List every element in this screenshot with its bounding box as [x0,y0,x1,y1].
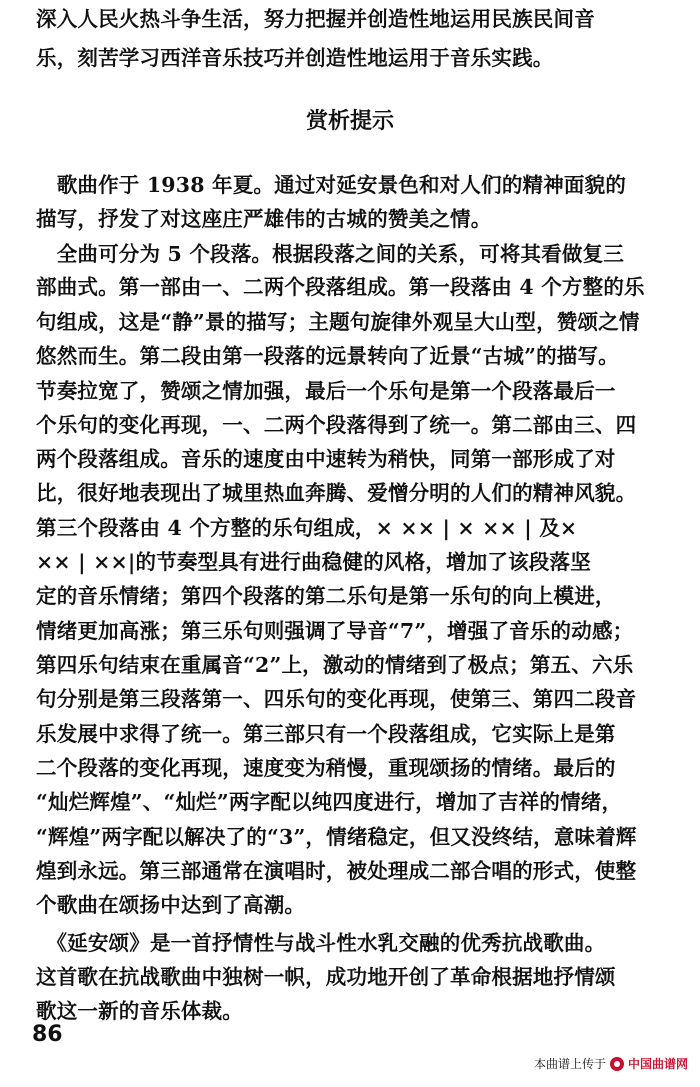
site-logo-icon [610,1057,624,1071]
body-line: 部曲式。第一部由一、二两个段落组成。第一段落由 4 个方整的乐 [36,275,645,299]
body-line: 个歌曲在颂扬中达到了高潮。 [36,893,306,917]
body-line: 个乐句的变化再现，一、二两个段落得到了统一。第二部由三、四 [36,413,637,437]
body-line: 定的音乐情绪；第四个段落的第二乐句是第一乐句的向上模进， [36,584,616,608]
body-line: 煌到永远。第三部通常在演唱时，被处理成二部合唱的形式，使整 [36,859,637,883]
body-line: “灿烂辉煌”、“灿烂”两字配以纯四度进行，增加了吉祥的情绪， [36,790,623,814]
body-line: “辉煌”两字配以解决了的“3”，情绪稳定，但又没终结，意味着辉 [36,825,637,849]
body-line: 节奏拉宽了，赞颂之情加强，最后一个乐句是第一个段落最后一 [36,379,616,403]
body-line: 全曲可分为 5 个段落。根据段落之间的关系，可将其看做复三 [36,242,625,266]
body-line: ×× | ××|的节奏型具有进行曲稳健的风格，增加了该段落坚 [36,550,591,574]
body-line: 句分别是第三段落第一、四乐句的变化再现，使第三、第四二段音 [36,687,637,711]
body-line: 描写，抒发了对这座庄严雄伟的古城的赞美之情。 [36,207,492,231]
body-line: 歌这一新的音乐体裁。 [36,999,243,1023]
body-line: 悠然而生。第二段由第一段落的远景转向了近景“古城”的描写。 [36,344,619,368]
body-line: 歌曲作于 1938 年夏。通过对延安景色和对人们的精神面貌的 [36,173,627,197]
body-line: 这首歌在抗战歌曲中独树一帜，成功地开创了革命根据地抒情颂 [36,965,616,989]
body-line: 《延安颂》是一首抒情性与战斗性水乳交融的优秀抗战歌曲。 [36,931,606,955]
body-line: 比，很好地表现出了城里热血奔腾、爱憎分明的人们的精神风貌。 [36,481,637,505]
top-line-1: 深入人民火热斗争生活，努力把握并创造性地运用民族民间音 [36,7,595,31]
body-line: 二个段落的变化再现，速度变为稍慢，重现颂扬的情绪。最后的 [36,756,616,780]
body-line: 句组成，这是“静”景的描写；主题句旋律外观呈大山型，赞颂之情 [36,310,640,334]
section-heading: 赏析提示 [305,109,394,134]
watermark-prefix: 本曲谱上传于 [533,1057,606,1071]
watermark [534,1055,688,1072]
body-line: 乐发展中求得了统一。第三部只有一个段落组成，它实际上是第 [36,722,616,746]
watermark-brand: 中国曲谱网 [627,1057,688,1071]
page-number: 86 [32,1022,63,1047]
body-line: 第四乐句结束在重属音“2”上，激动的情绪到了极点；第五、六乐 [36,653,634,677]
body-line: 情绪更加高涨；第三乐句则强调了导音“7”，增强了音乐的动感； [36,619,634,643]
body-line: 两个段落组成。音乐的速度由中速转为稍快，同第一部形成了对 [36,447,616,471]
body-line: 第三个段落由 4 个方整的乐句组成，× ×× | × ×× | 及× [36,516,578,540]
top-line-2: 乐，刻苦学习西洋音乐技巧并创造性地运用于音乐实践。 [36,46,554,70]
